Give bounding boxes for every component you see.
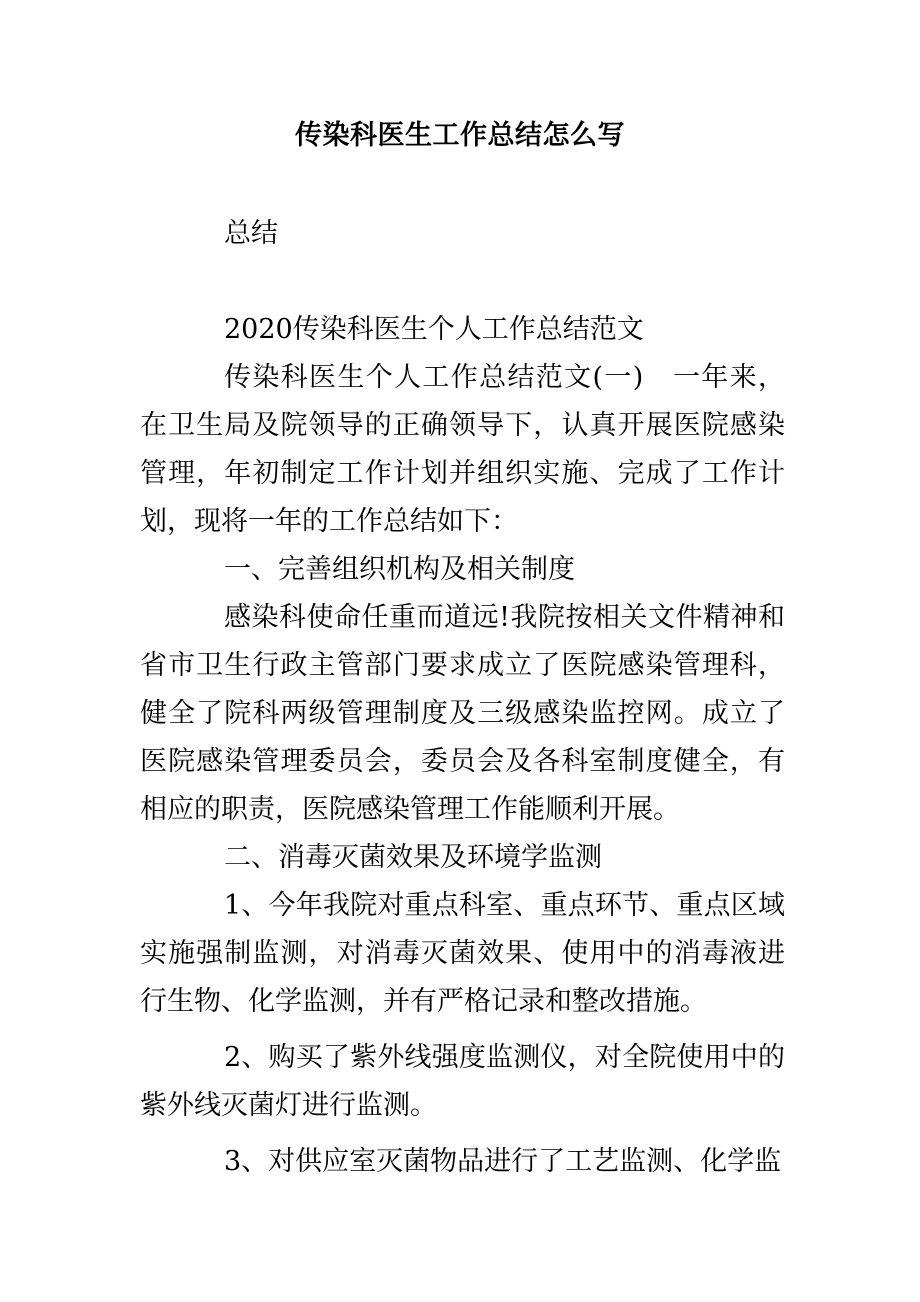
section-heading-2: 二、消毒灭菌效果及环境学监测 [224, 842, 602, 873]
paragraph-item-2: 2、购买了紫外线强度监测仪，对全院使用中的紫外线灭菌灯进行监测。 [140, 1042, 785, 1121]
paragraph-section-1: 感染科使命任重而道远!我院按相关文件精神和省市卫生行政主管部门要求成立了医院感染管理科，健全了院科两级管理制度及三级感染监控网。成立了医院感染管理委员会，委员会及各科室制度健全，有相应的职责，医院感染管理工作能顺利开展。 [140, 602, 785, 825]
document-body [140, 306, 785, 1186]
paragraph-item-3: 3、对供应室灭菌物品进行了工艺监测、化学监 [224, 1146, 782, 1177]
paragraph-intro: 传染科医生个人工作总结范文(一) 一年来，在卫生局及院领导的正确领导下，认真开展医院感染管理，年初制定工作计划并组织实施、完成了工作计划，现将一年的工作总结如下： [140, 362, 785, 537]
section-heading-1: 一、完善组织机构及相关制度 [224, 554, 575, 585]
document-title: 传染科医生工作总结怎么写 [295, 120, 625, 151]
paragraph-item-1: 1、今年我院对重点科室、重点环节、重点区域实施强制监测，对消毒灭菌效果、使用中的消毒液进行生物、化学监测，并有严格记录和整改措施。 [140, 890, 785, 1017]
document-category-label: 总结 [224, 218, 278, 249]
document-subtitle: 2020传染科医生个人工作总结范文 [224, 314, 644, 345]
